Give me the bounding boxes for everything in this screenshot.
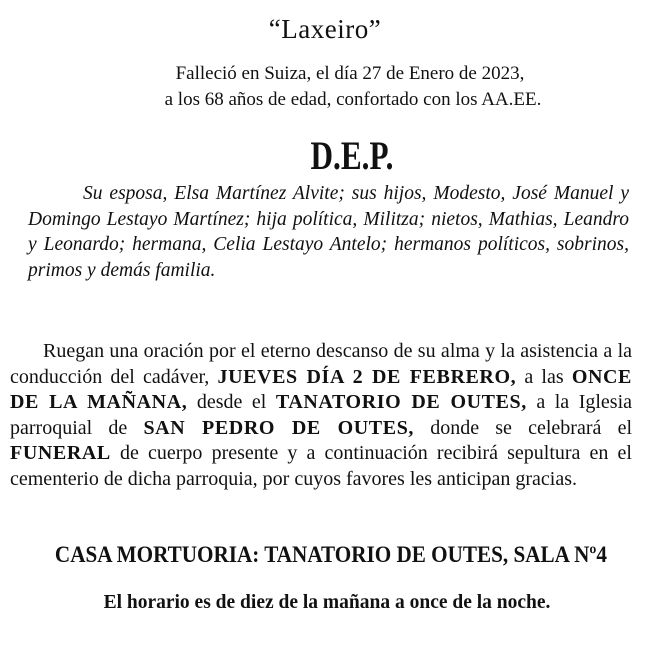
- funeral-time: ONCE DE LA MAÑANA,: [10, 365, 632, 413]
- departure-place: TANATORIO DE OUTES,: [275, 391, 527, 413]
- funeral-word: FUNERAL: [10, 442, 111, 464]
- prayer-text: desde el: [187, 391, 276, 413]
- death-info-line-1: Falleció en Suiza, el día 27 de Enero de 2023,: [175, 63, 525, 84]
- family-paragraph: Su esposa, Elsa Martínez Alvite; sus hijos, Modesto, José Manuel y Domingo Lestayo Martínez; hija política, Militza; nietos, Mathias, Leandro y Leonardo; hermana, Celia Lestayo Antelo; hermanos políticos, sobrinos, primos y demás familia.: [28, 183, 629, 281]
- prayer-text: donde se celebrará el: [414, 416, 632, 439]
- prayer-text: a la Iglesia parroquial de: [10, 391, 633, 439]
- funeral-date: JUEVES DÍA 2 DE FEBRERO,: [217, 365, 517, 388]
- prayer-text: a las: [516, 365, 572, 388]
- prayer-paragraph: [10, 339, 632, 492]
- deceased-nickname: “Laxeiro”: [268, 14, 382, 44]
- prayer-text: de cuerpo presente y a continuación recibirá sepultura en el cementerio de dicha parroquia, por cuyos favores les anticipan gracias.: [10, 442, 632, 490]
- visiting-hours: El horario es de diez de la mañana a once de la noche.: [103, 592, 551, 613]
- death-info-line-2: a los 68 años de edad, confortado con los AA.EE.: [164, 89, 542, 110]
- church-name: SAN PEDRO DE OUTES,: [143, 416, 415, 439]
- casa-mortuoria: CASA MORTUORIA: TANATORIO DE OUTES, SALA Nº4: [54, 542, 607, 567]
- dep-heading: D.E.P.: [310, 133, 394, 178]
- prayer-text: Ruegan una oración por el eterno descanso de su alma y la asistencia a la conducción del cadáver,: [10, 340, 632, 388]
